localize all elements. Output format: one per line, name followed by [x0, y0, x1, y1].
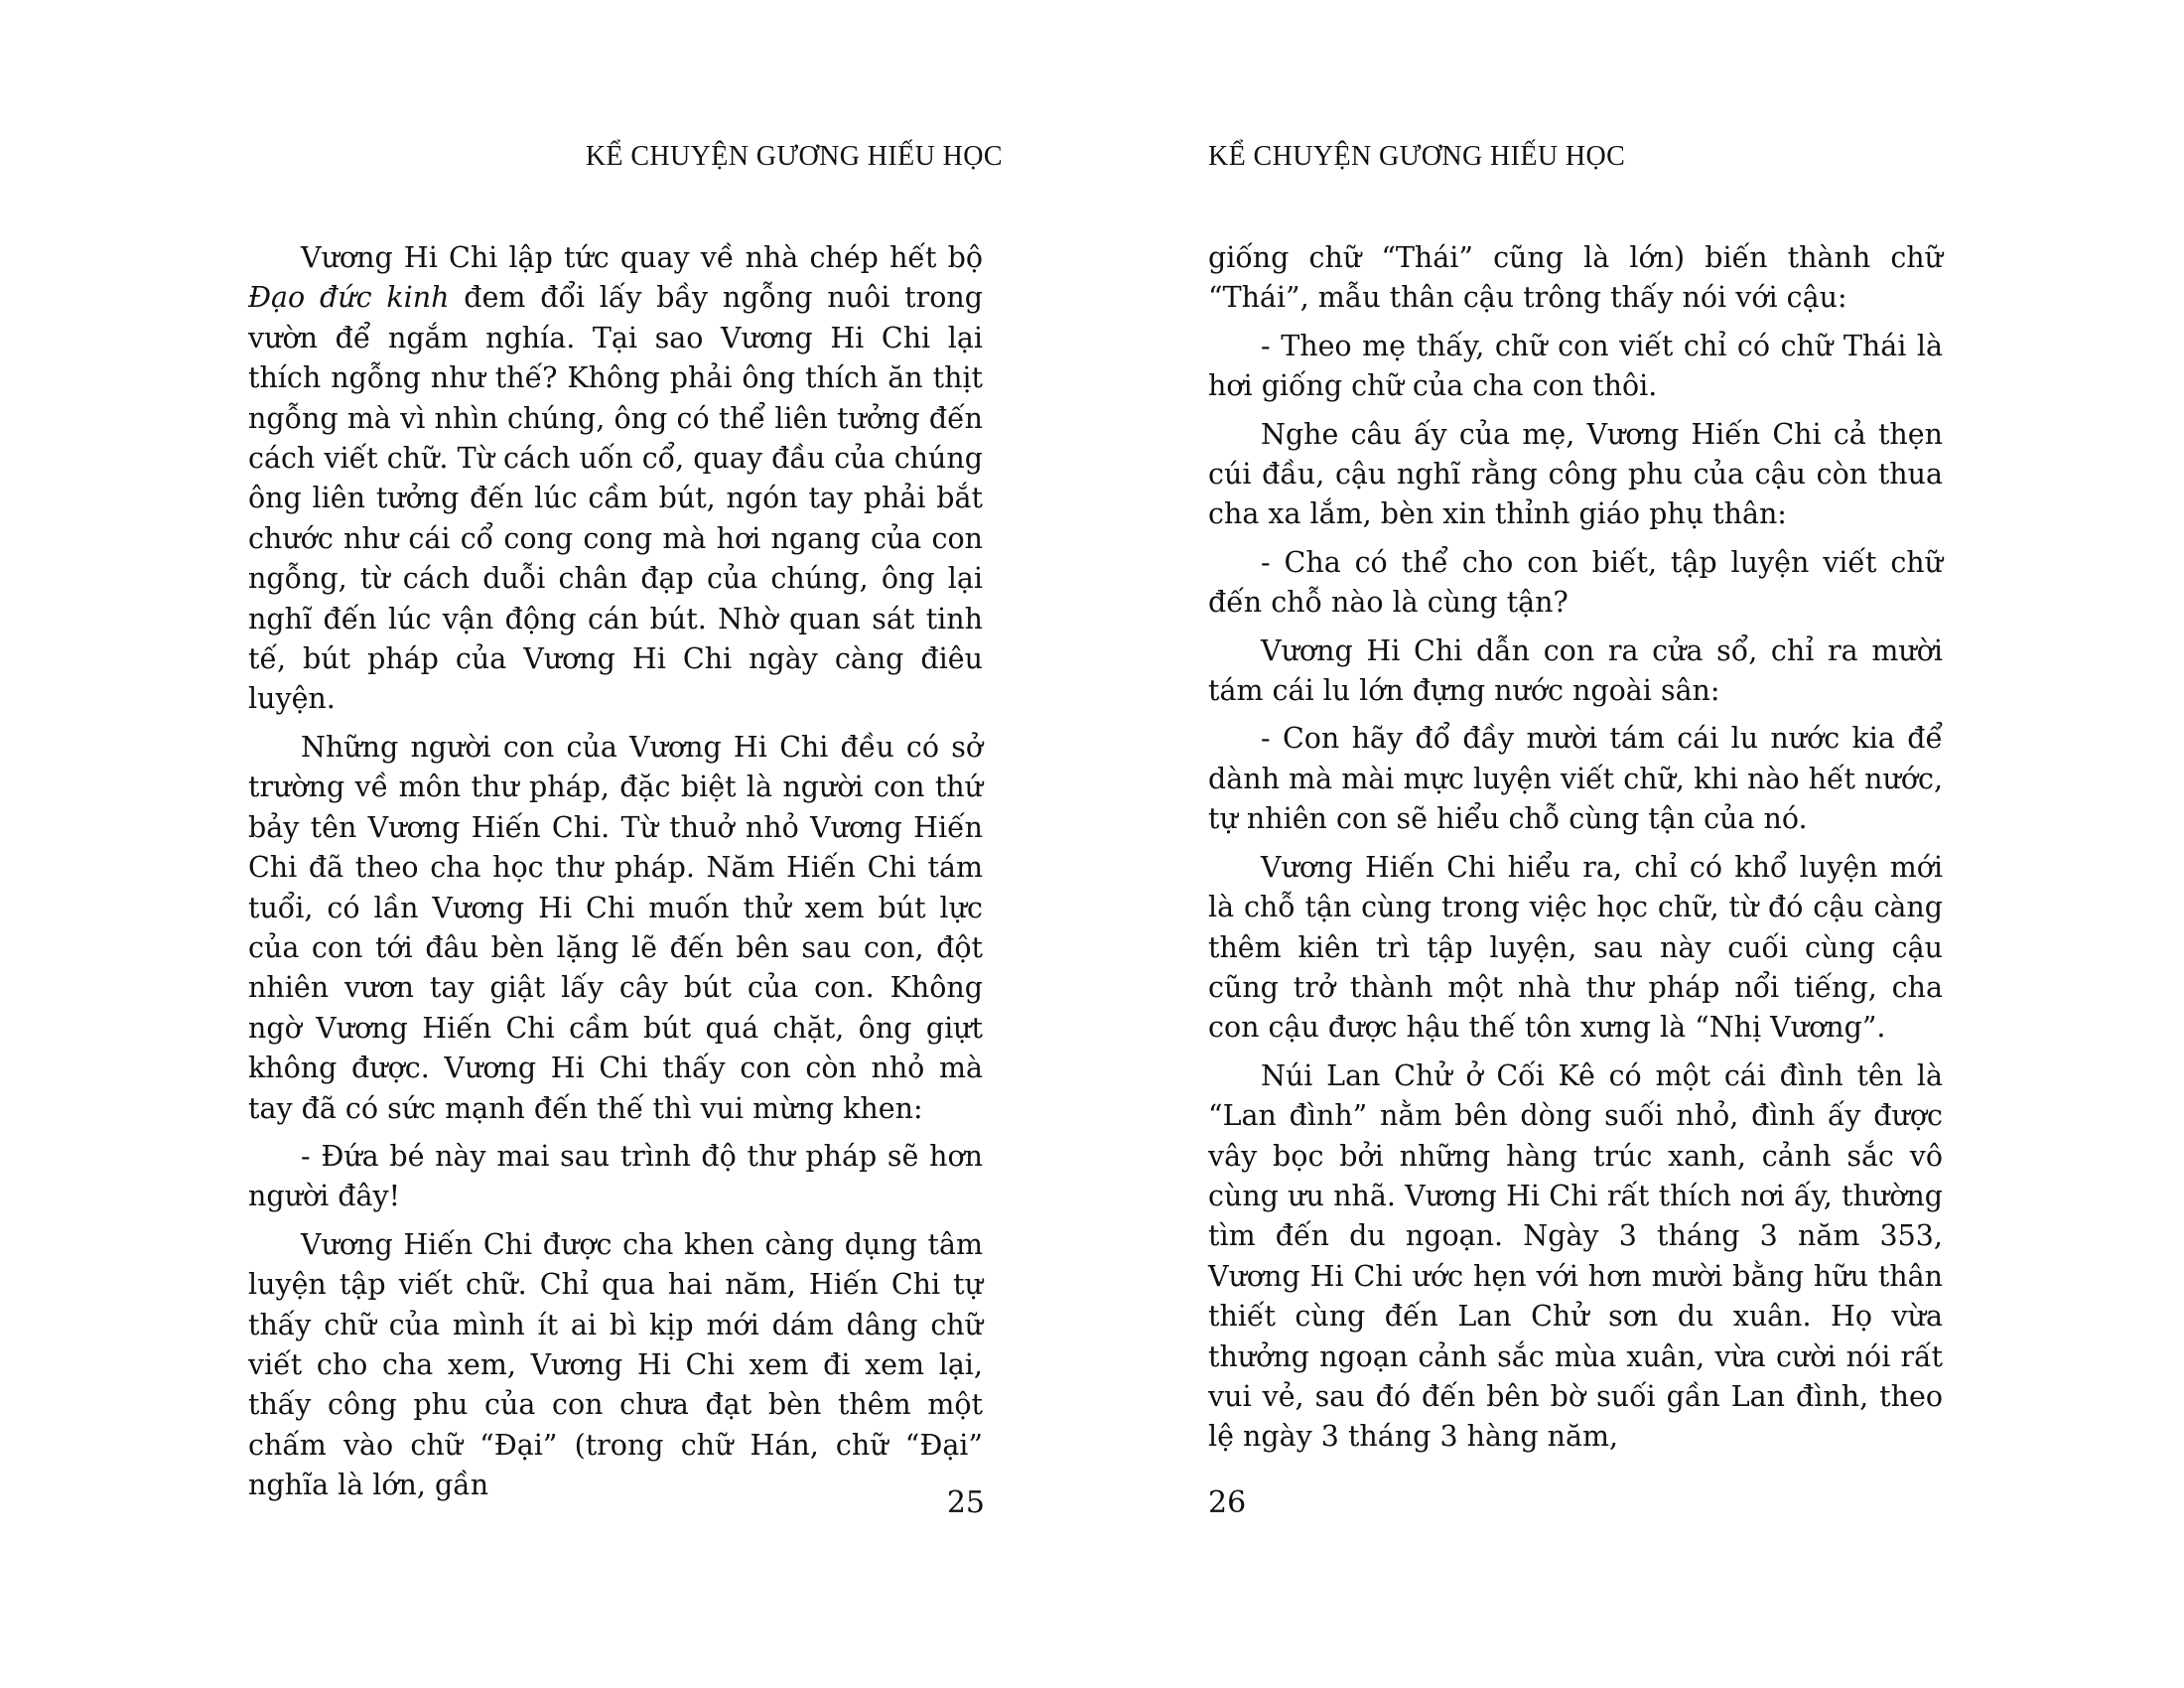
- page-number: 25: [946, 1485, 985, 1520]
- paragraph: Núi Lan Chử ở Cối Kê có một cái đình tên là “Lan đình” nằm bên dòng suối nhỏ, đình ấy được vây bọc bởi những hàng trúc xanh, cảnh sắc vô cùng ưu nhã. Vương Hi Chi rất thích nơi ấy, thường tìm đến du ngoạn. Ngày 3 tháng 3 năm 353, Vương Hi Chi ước hẹn với hơn mười bằng hữu thân thiết cùng đến Lan Chử sơn du xuân. Họ vừa thưởng ngoạn cảnh sắc mùa xuân, vừa cười nói rất vui vẻ, sau đó đến bên bờ suối gần Lan đình, theo lệ ngày 3 tháng 3 hàng năm,: [1208, 1058, 1943, 1454]
- dialogue-paragraph: - Cha có thể cho con biết, tập luyện viết chữ đến chỗ nào là cùng tận?: [1208, 545, 1943, 620]
- running-header: KỂ CHUYỆN GƯƠNG HIẾU HỌC: [585, 141, 1003, 172]
- paragraph: Vương Hi Chi dẫn con ra cửa sổ, chỉ ra mười tám cái lu lớn đựng nước ngoài sân:: [1208, 633, 1943, 708]
- paragraph: Vương Hiến Chi hiểu ra, chỉ có khổ luyện mới là chỗ tận cùng trong việc học chữ, từ đó cậu càng thêm kiên trì tập luyện, sau này cuối cùng cậu cũng trở thành một nhà thư pháp nổi tiếng, cha con cậu được hậu thế tôn xưng là “Nhị Vương”.: [1208, 850, 1943, 1045]
- continued-paragraph: giống chữ “Thái” cũng là lớn) biến thành chữ “Thái”, mẫu thân cậu trông thấy nói với cậu:: [1208, 241, 1943, 315]
- book-title: Đạo đức kinh: [248, 281, 450, 315]
- dialogue-paragraph: - Theo mẹ thấy, chữ con viết chỉ có chữ Thái là hơi giống chữ của cha con thôi.: [1208, 329, 1943, 403]
- paragraph: [248, 238, 983, 720]
- dialogue-paragraph: - Đứa bé này mai sau trình độ thư pháp sẽ hơn người đây!: [248, 1139, 983, 1213]
- paragraph: Những người con của Vương Hi Chi đều có sở trường về môn thư pháp, đặc biệt là người con thứ bảy tên Vương Hiến Chi. Từ thuở nhỏ Vương Hiến Chi đã theo cha học thư pháp. Năm Hiến Chi tám tuổi, có lần Vương Hi Chi muốn thử xem bút lực của con tới đâu bèn lặng lẽ đến bên sau con, đột nhiên vươn tay giật lấy cây bút của con. Không ngờ Vương Hiến Chi cầm bút quá chặt, ông giựt không được. Vương Hi Chi thấy con còn nhỏ mà tay đã có sức mạnh đến thế thì vui mừng khen:: [248, 730, 983, 1125]
- page-body: [1208, 238, 1943, 1466]
- page-body: [248, 238, 983, 1514]
- page-number: 26: [1208, 1485, 1247, 1520]
- running-header: KỂ CHUYỆN GƯƠNG HIẾU HỌC: [1208, 141, 1626, 172]
- paragraph: Vương Hiến Chi được cha khen càng dụng tâm luyện tập viết chữ. Chỉ qua hai năm, Hiến Chi tự thấy chữ của mình ít ai bì kịp mới dám dâng chữ viết cho cha xem, Vương Hi Chi xem đi xem lại, thấy công phu của con chưa đạt bèn thêm một chấm vào chữ “Đại” (trong chữ Hán, chữ “Đại” nghĩa là lớn, gần: [248, 1227, 983, 1502]
- paragraph-text: đem đổi lấy bầy ngỗng nuôi trong vườn để ngắm nghía. Tại sao Vương Hi Chi lại thích ngỗng như thế? Không phải ông thích ăn thịt ngỗng mà vì nhìn chúng, ông có thể liên tưởng đến cách viết chữ. Từ cách uốn cổ, quay đầu của chúng ông liên tưởng đến lúc cầm bút, ngón tay phải bắt chước như cái cổ cong cong mà hơi ngang của con ngỗng, từ cách duỗi chân đạp của chúng, ông lại nghĩ đến lúc vận động cán bút. Nhờ quan sát tinh tế, bút pháp của Vương Hi Chi ngày càng điêu luyện.: [248, 281, 983, 716]
- dialogue-paragraph: - Con hãy đổ đầy mười tám cái lu nước kia để dành mà mài mực luyện viết chữ, khi nào hết nước, tự nhiên con sẽ hiểu chỗ cùng tận của nó.: [1208, 722, 1943, 836]
- paragraph-text: Vương Hi Chi lập tức quay về nhà chép hết bộ: [301, 241, 983, 274]
- paragraph: Nghe câu ấy của mẹ, Vương Hiến Chi cả thẹn cúi đầu, cậu nghĩ rằng công phu của cậu còn thua cha xa lắm, bèn xin thỉnh giáo phụ thân:: [1208, 417, 1943, 531]
